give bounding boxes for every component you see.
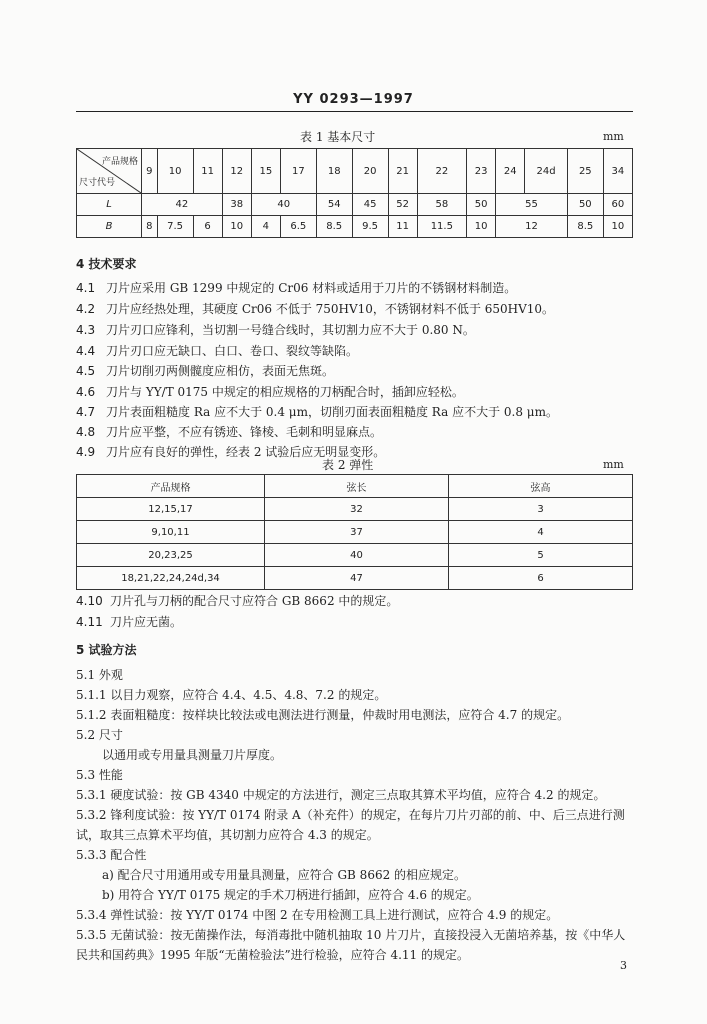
clause-5-2-body: 以通用或专用量具测量刀片厚度。	[102, 748, 283, 762]
L-cell: 52	[388, 194, 417, 216]
cell: 9,10,11	[77, 521, 265, 544]
size-header: 17	[280, 149, 316, 194]
cell: 12,15,17	[77, 498, 265, 521]
elasticity-table	[76, 474, 633, 590]
clause-5-3-3: 5.3.3 配合性	[76, 848, 147, 862]
size-header: 10	[157, 149, 193, 194]
corner-bottom-label: 尺寸代号	[79, 178, 116, 188]
L-cell: 38	[222, 194, 251, 216]
clause-5-2: 5.2 尺寸	[76, 728, 123, 742]
B-cell: 11	[388, 216, 417, 238]
table-row	[77, 521, 633, 544]
table1-unit: mm	[603, 130, 624, 143]
clause-4-7	[76, 403, 558, 420]
table2-caption: 表 2 弹性	[322, 458, 374, 472]
clause-text: 刀片应平整，不应有锈迹、锋棱、毛刺和明显麻点。	[106, 425, 383, 439]
size-header: 15	[251, 149, 280, 194]
table-row	[77, 567, 633, 590]
basic-dimensions-table	[76, 148, 633, 238]
clause-text: 刀片应经热处理，其硬度 Cr06 不低于 750HV10，不锈钢材料不低于 650HV10。	[106, 302, 555, 316]
size-header: 11	[193, 149, 222, 194]
cell: 40	[265, 544, 449, 567]
section-4-title: 4 技术要求	[76, 257, 137, 271]
clause-number: 4.4	[76, 344, 96, 358]
cell: 32	[265, 498, 449, 521]
clause-text: 刀片应采用 GB 1299 中规定的 Cr06 材料或适用于刀片的不锈钢材料制造。	[106, 281, 517, 295]
B-cell: 10	[222, 216, 251, 238]
B-cell: 10	[603, 216, 632, 238]
clause-number: 4.9	[76, 445, 96, 459]
L-cell: 45	[352, 194, 388, 216]
L-cell: 54	[316, 194, 352, 216]
size-header: 23	[467, 149, 496, 194]
cell: 47	[265, 567, 449, 590]
clause-text: 刀片应无菌。	[110, 615, 183, 629]
clause-5-3-3-a: a) 配合尺寸用通用或专用量具测量，应符合 GB 8662 的相应规定。	[102, 868, 467, 882]
clause-number: 4.6	[76, 385, 96, 399]
clause-number: 4.2	[76, 302, 96, 316]
clause-text: 刀片应有良好的弹性，经表 2 试验后应无明显变形。	[106, 445, 386, 459]
B-cell: 6	[193, 216, 222, 238]
table1-caption: 表 1 基本尺寸	[300, 130, 376, 144]
clause-number: 4.1	[76, 281, 96, 295]
L-cell: 55	[496, 194, 568, 216]
L-cell: 50	[567, 194, 603, 216]
cell: 20,23,25	[77, 544, 265, 567]
clause-number: 4.8	[76, 425, 96, 439]
cell: 37	[265, 521, 449, 544]
clause-5-3-4: 5.3.4 弹性试验：按 YY/T 0174 中图 2 在专用检测工具上进行测试，应符合 4.9 的规定。	[76, 908, 559, 922]
clause-number: 4.11	[76, 615, 103, 629]
cell: 18,21,22,24,24d,34	[77, 567, 265, 590]
col-header: 弦高	[449, 475, 633, 498]
cell: 5	[449, 544, 633, 567]
L-cell: 60	[603, 194, 632, 216]
clause-number: 4.10	[76, 594, 103, 608]
clause-5-1-2: 5.1.2 表面粗糙度：按样块比较法或电测法进行测量，仲裁时用电测法，应符合 4.7 的规定。	[76, 708, 570, 722]
size-header: 34	[603, 149, 632, 194]
clause-number: 4.3	[76, 323, 96, 337]
size-header: 22	[417, 149, 466, 194]
B-cell: 9.5	[352, 216, 388, 238]
row-L-label: L	[77, 194, 142, 216]
standard-code-header: YY 0293—1997	[293, 92, 414, 107]
clause-5-3-5: 5.3.5 无菌试验：按无菌操作法，每消毒批中随机抽取 10 片刀片，直接投浸入无菌培养基，按《中华人	[76, 928, 626, 942]
clause-4-11	[76, 613, 182, 630]
clause-4-4	[76, 342, 358, 359]
clause-5-1: 5.1 外观	[76, 668, 123, 682]
clause-5-3-3-b: b) 用符合 YY/T 0175 规定的手术刀柄进行插卸，应符合 4.6 的规定。	[102, 888, 479, 902]
L-cell: 50	[467, 194, 496, 216]
B-cell: 8	[142, 216, 158, 238]
clause-text: 刀片孔与刀柄的配合尺寸应符合 GB 8662 中的规定。	[110, 594, 399, 608]
clause-5-3: 5.3 性能	[76, 768, 123, 782]
cell: 6	[449, 567, 633, 590]
clause-number: 4.7	[76, 405, 96, 419]
clause-text: 刀片刃口应无缺口、白口、卷口、裂纹等缺陷。	[106, 344, 359, 358]
clause-number: 4.5	[76, 364, 96, 378]
size-header: 18	[316, 149, 352, 194]
size-header: 21	[388, 149, 417, 194]
B-cell: 10	[467, 216, 496, 238]
size-header: 24d	[525, 149, 568, 194]
clause-4-6	[76, 383, 464, 400]
B-cell: 4	[251, 216, 280, 238]
B-cell: 8.5	[567, 216, 603, 238]
col-header: 产品规格	[77, 475, 265, 498]
B-cell: 12	[496, 216, 568, 238]
table2-unit: mm	[603, 458, 624, 471]
clause-4-8	[76, 423, 382, 440]
size-header: 12	[222, 149, 251, 194]
cell: 4	[449, 521, 633, 544]
table-row	[77, 544, 633, 567]
clause-4-10	[76, 592, 398, 609]
size-header: 9	[142, 149, 158, 194]
corner-top-label: 产品规格	[101, 157, 138, 167]
B-cell: 8.5	[316, 216, 352, 238]
size-header: 25	[567, 149, 603, 194]
clause-text: 刀片表面粗糙度 Ra 应不大于 0.4 μm，切削刃面表面粗糙度 Ra 应不大于 0.8 μm。	[106, 405, 558, 419]
page-number: 3	[620, 959, 627, 972]
L-cell: 42	[142, 194, 223, 216]
clause-5-3-5-cont: 民共和国药典》1995 年版“无菌检验法”进行检验，应符合 4.11 的规定。	[76, 948, 469, 962]
clause-5-3-1: 5.3.1 硬度试验：按 GB 4340 中规定的方法进行，测定三点取其算术平均值，应符合 4.2 的规定。	[76, 788, 606, 802]
L-cell: 40	[251, 194, 316, 216]
size-header: 24	[496, 149, 525, 194]
clause-4-5	[76, 362, 334, 379]
table1-corner-cell	[77, 149, 142, 194]
size-header: 20	[352, 149, 388, 194]
clause-5-3-2-cont: 试，取其三点算术平均值，其切割力应符合 4.3 的规定。	[76, 828, 379, 842]
cell: 3	[449, 498, 633, 521]
B-cell: 7.5	[157, 216, 193, 238]
clause-text: 刀片与 YY/T 0175 中规定的相应规格的刀柄配合时，插卸应轻松。	[106, 385, 464, 399]
clause-text: 刀片切削刃两侧髋度应相仿，表面无焦斑。	[106, 364, 335, 378]
clause-text: 刀片刃口应锋利，当切割一号缝合线时，其切割力应不大于 0.80 N。	[106, 323, 475, 337]
clause-4-3	[76, 321, 475, 338]
L-cell: 58	[417, 194, 466, 216]
clause-5-3-2: 5.3.2 锋利度试验：按 YY/T 0174 附录 A（补充件）的规定，在每片刀片刃部的前、中、后三点进行测	[76, 808, 625, 822]
section-5-title: 5 试验方法	[76, 643, 137, 657]
clause-4-2	[76, 300, 554, 317]
header-rule	[76, 111, 633, 112]
clause-4-1	[76, 279, 516, 296]
row-B-label: B	[77, 216, 142, 238]
B-cell: 11.5	[417, 216, 466, 238]
B-cell: 6.5	[280, 216, 316, 238]
col-header: 弦长	[265, 475, 449, 498]
clause-5-1-1: 5.1.1 以目力观察，应符合 4.4、4.5、4.8、7.2 的规定。	[76, 688, 387, 702]
table-row	[77, 498, 633, 521]
